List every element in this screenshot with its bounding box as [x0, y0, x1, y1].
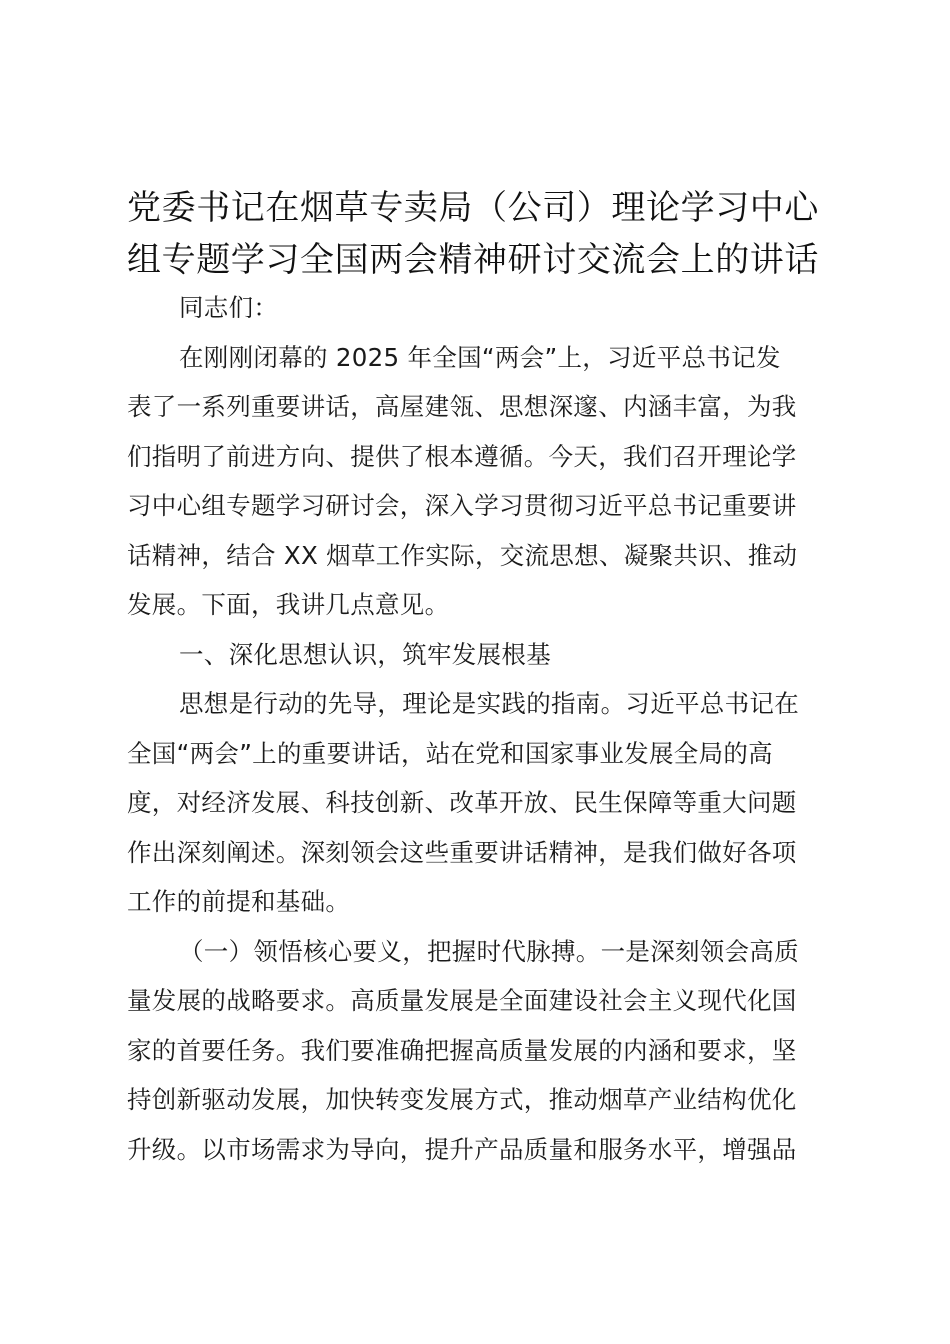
- paragraph-line: 话精神，结合 XX 烟草工作实际，交流思想、凝聚共识、推动: [127, 540, 798, 570]
- paragraph-line: 在刚刚闭幕的 2025 年全国“两会”上，习近平总书记发: [179, 342, 781, 372]
- document-body: [127, 283, 837, 1174]
- title-line: 党委书记在烟草专卖局（公司）理论学习中心: [127, 188, 819, 228]
- title-line: 组专题学习全国两会精神研讨交流会上的讲话: [127, 240, 819, 280]
- paragraph-line: 工作的前提和基础。: [127, 887, 351, 916]
- paragraph-line: 持创新驱动发展，加快转变发展方式，推动烟草产业结构优化: [127, 1085, 797, 1114]
- paragraph-line: 习中心组专题学习研讨会，深入学习贯彻习近平总书记重要讲: [127, 491, 797, 520]
- paragraph-line: 量发展的战略要求。高质量发展是全面建设社会主义现代化国: [127, 986, 797, 1015]
- document-title: [127, 184, 837, 288]
- paragraph-line: 们指明了前进方向、提供了根本遵循。今天，我们召开理论学: [127, 441, 797, 471]
- section-heading: 一、深化思想认识，筑牢发展根基: [179, 639, 551, 669]
- paragraph-line: 表了一系列重要讲话，高屋建瓴、思想深邃、内涵丰富，为我: [127, 392, 797, 421]
- paragraph-line: 家的首要任务。我们要准确把握高质量发展的内涵和要求，坚: [127, 1035, 797, 1065]
- paragraph-line: 升级。以市场需求为导向，提升产品质量和服务水平，增强品: [127, 1134, 797, 1164]
- paragraph-line: 度，对经济发展、科技创新、改革开放、民生保障等重大问题: [127, 788, 797, 817]
- salutation: 同志们：: [179, 293, 279, 322]
- paragraph-line: 作出深刻阐述。深刻领会这些重要讲话精神，是我们做好各项: [127, 837, 797, 867]
- paragraph-line: 思想是行动的先导，理论是实践的指南。习近平总书记在: [179, 689, 799, 718]
- paragraph-line: 全国“两会”上的重要讲话，站在党和国家事业发展全局的高: [127, 738, 773, 768]
- paragraph-line: （一）领悟核心要义，把握时代脉搏。一是深刻领会高质: [179, 936, 799, 966]
- paragraph-line: 发展。下面，我讲几点意见。: [127, 590, 450, 619]
